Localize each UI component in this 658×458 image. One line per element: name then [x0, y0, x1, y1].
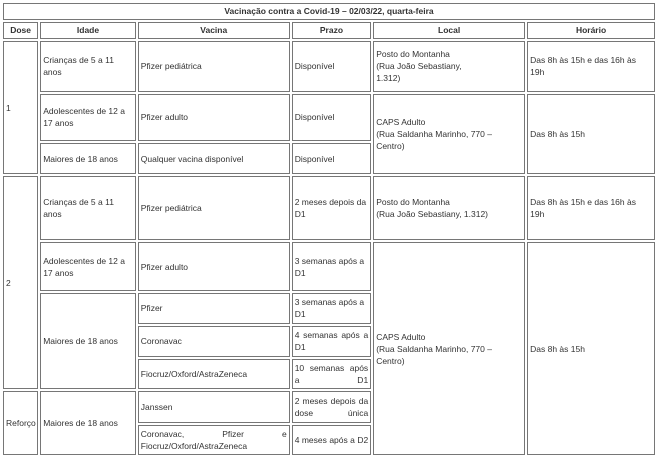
location-address: Centro)	[376, 141, 405, 152]
deadline-cell: Disponível	[292, 94, 371, 141]
table-title: Vacinação contra a Covid-19 – 02/03/22, quarta-feira	[3, 3, 655, 20]
age-cell: Crianças de 5 a 11 anos	[40, 176, 136, 240]
location-address: (Rua João Sebastiany, 1.312)	[376, 209, 489, 220]
vaccine-cell: Coronavac	[138, 326, 290, 357]
vaccination-table	[1, 1, 657, 457]
deadline-cell: Disponível	[292, 143, 371, 175]
deadline-cell: 4 meses após a D2	[292, 425, 371, 455]
deadline-cell: Disponível	[292, 41, 371, 92]
location-name: Posto do Montanha	[376, 197, 450, 208]
location-address: (Rua João Sebastiany,	[376, 61, 462, 72]
schedule-cell: Das 8h às 15h e das 16h às 19h	[527, 41, 655, 92]
vaccine-cell: Pfizer pediátrica	[138, 176, 290, 240]
header-horario: Horário	[527, 22, 655, 39]
age-cell: Maiores de 18 anos	[40, 143, 136, 175]
header-vacina: Vacina	[138, 22, 290, 39]
location-address: (Rua Saldanha Marinho, 770 –	[376, 129, 492, 140]
dose-1-label: 1	[3, 41, 38, 175]
vaccine-cell: Pfizer adulto	[138, 242, 290, 291]
vaccine-cell: Coronavac, Pfizer e Fiocruz/Oxford/AstraZeneca	[138, 425, 290, 455]
vaccine-cell: Pfizer adulto	[138, 94, 290, 141]
location-address: Centro)	[376, 355, 405, 366]
deadline-cell: 2 meses depois da dose única	[292, 391, 371, 423]
age-cell: Maiores de 18 anos	[40, 293, 136, 389]
deadline-cell: 4 semanas após a D1	[292, 326, 371, 357]
vaccine-cell: Fiocruz/Oxford/AstraZeneca	[138, 359, 290, 390]
location-cell	[373, 94, 525, 175]
location-name: Posto do Montanha	[376, 49, 450, 60]
header-prazo: Prazo	[292, 22, 371, 39]
header-idade: Idade	[40, 22, 136, 39]
location-address: (Rua Saldanha Marinho, 770 –	[376, 343, 492, 354]
schedule-cell: Das 8h às 15h	[527, 94, 655, 175]
location-cell	[373, 242, 525, 455]
deadline-cell: 10 semanas após a D1	[292, 359, 371, 390]
deadline-cell: 3 semanas após a D1	[292, 293, 371, 324]
location-name: CAPS Adulto	[376, 331, 426, 342]
age-cell: Adolescentes de 12 a 17 anos	[40, 94, 136, 141]
location-cell	[373, 41, 525, 92]
header-dose: Dose	[3, 22, 38, 39]
deadline-cell: 3 semanas após a D1	[292, 242, 371, 291]
location-address: 1.312)	[376, 73, 401, 84]
location-name: CAPS Adulto	[376, 117, 426, 128]
deadline-cell: 2 meses depois da D1	[292, 176, 371, 240]
booster-label: Reforço	[3, 391, 38, 455]
vaccine-cell: Qualquer vacina disponível	[138, 143, 290, 175]
age-cell: Crianças de 5 a 11 anos	[40, 41, 136, 92]
age-cell: Adolescentes de 12 a 17 anos	[40, 242, 136, 291]
schedule-cell: Das 8h às 15h	[527, 242, 655, 455]
age-cell: Maiores de 18 anos	[40, 391, 136, 455]
location-cell	[373, 176, 525, 240]
header-local: Local	[373, 22, 525, 39]
vaccine-cell: Pfizer	[138, 293, 290, 324]
schedule-cell: Das 8h às 15h e das 16h às 19h	[527, 176, 655, 240]
dose-2-label: 2	[3, 176, 38, 389]
vaccine-cell: Pfizer pediátrica	[138, 41, 290, 92]
vaccine-cell: Janssen	[138, 391, 290, 423]
